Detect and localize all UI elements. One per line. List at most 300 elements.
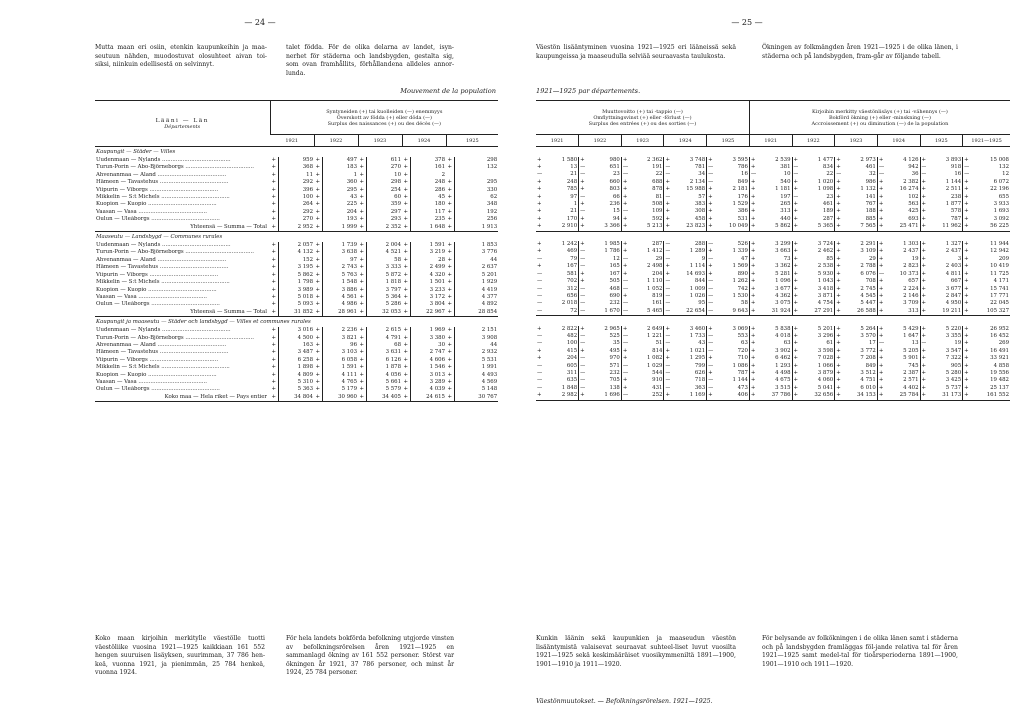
value-cell: 197 [780,193,791,200]
value-cell: 767 [865,200,876,207]
sign-cell: + [315,186,321,193]
value-cell: 6 258 [278,357,314,364]
sign-cell: + [750,384,756,391]
sign-cell: + [665,223,670,230]
sign-cell: + [537,263,542,270]
value-cell: 5 429 [903,325,919,332]
sign-cell: + [793,362,799,369]
value-cell: 3 804 [410,301,446,308]
value-cell: 4 986 [322,301,358,308]
value-cell: 1 798 [278,279,314,286]
sign-cell: + [537,215,542,222]
value-cell: 60 [366,194,402,201]
value-cell: 3 233 [410,287,446,294]
sign-cell: — [580,171,586,178]
table-row [536,333,1010,340]
value-cell: 440 [780,215,791,222]
sign-cell: + [271,256,277,263]
sign-cell: + [359,208,365,215]
table-row [536,216,1010,223]
value-cell: 292 [278,179,314,186]
value-cell: 1 548 [322,279,358,286]
sign-cell: + [964,241,969,248]
sign-cell: + [793,355,799,362]
value-cell: 578 [950,208,962,215]
value-cell: 415 [566,347,578,354]
value-cell: 657 [908,278,919,285]
value-cell: 4 791 [366,335,402,342]
value-cell: 36 [911,171,919,178]
value-cell: 690 [609,292,620,299]
sign-cell: + [878,370,884,377]
value-cell: 295 [322,187,358,194]
sign-cell: + [708,370,713,377]
value-cell: 4 362 [775,292,791,299]
value-cell: 970 [609,355,620,362]
value-cell: 22 045 [990,300,1009,307]
sign-cell: — [622,285,628,292]
sign-cell: — [580,377,586,384]
sign-cell: + [921,193,927,200]
value-cell: 2 004 [366,242,402,249]
sign-cell: + [315,301,321,308]
sign-cell: + [836,248,841,255]
sign-cell: + [793,186,799,193]
table-row [536,201,1010,208]
value-cell: 2 788 [860,263,876,270]
value-cell: 15 [612,208,620,215]
sign-cell: — [622,362,628,369]
value-cell: 4 039 [410,386,446,393]
sign-cell: — [622,300,628,307]
sign-cell: + [878,208,884,215]
sign-cell: — [580,285,586,292]
sign-cell: + [580,223,585,230]
sign-cell: + [403,356,409,363]
value-cell: 23 [826,193,834,200]
sign-cell: + [964,377,969,384]
value-cell: 844 [694,278,706,285]
value-cell: 720 [737,347,748,354]
sign-cell: + [271,223,277,230]
sign-cell: + [878,255,884,262]
sign-cell: + [622,270,628,277]
sign-cell: — [537,307,543,314]
sign-cell: + [315,164,321,171]
sign-cell: + [403,308,409,315]
value-cell: 270 [366,164,402,171]
sign-cell: + [964,178,969,185]
table-row [95,349,498,356]
value-cell: 19 482 [990,377,1009,384]
region-name: Yhteensä — Summa — Total [95,224,270,232]
sign-cell: + [964,292,969,299]
sign-cell: + [315,386,321,393]
value-cell: 34 804 [278,394,314,402]
value-cell: 986 [865,178,876,185]
value-cell: 2 437 [945,248,962,255]
sign-cell: + [750,377,756,384]
value-cell: 3 195 [278,264,314,271]
value-cell: 2 823 [903,263,919,270]
value-cell: 497 [322,157,358,164]
value-cell: 2 134 [689,178,706,185]
value-cell: 406 [713,392,749,400]
sign-cell: — [708,347,714,354]
value-cell: 348 [454,201,498,208]
sign-cell: + [964,355,969,362]
region-header: Lääni — Län Départements [95,101,270,147]
sign-cell: + [315,393,321,400]
value-cell: 7 322 [945,355,962,362]
value-cell: 15 741 [990,285,1009,292]
sign-cell: + [315,327,321,334]
value-cell: 313 [780,208,791,215]
sign-cell: + [921,392,927,399]
year-header-1922: 1922 [314,135,358,147]
sign-cell: + [447,208,453,215]
sign-cell: + [315,201,321,208]
value-cell: 553 [737,333,748,340]
sign-cell: + [447,264,453,271]
sign-cell: + [665,156,670,163]
sign-cell: + [271,378,277,385]
sign-cell: — [708,384,714,391]
region-name: Viipurin — Viborgs ........................................ [96,271,219,278]
sign-cell: + [315,271,321,278]
value-cell: 34 405 [366,394,402,402]
value-cell: 1 786 [604,248,620,255]
sign-cell: + [622,377,628,384]
sign-cell: + [271,186,277,193]
value-cell: 298 [454,157,498,164]
sign-cell: + [403,301,409,308]
value-cell: 849 [737,178,748,185]
table-row [536,186,1010,193]
sign-cell: + [537,241,542,248]
value-cell: 270 [278,216,314,223]
value-cell: 718 [694,377,706,384]
sign-cell: — [580,307,586,314]
value-cell: 100 [278,194,314,201]
region-name: Mikkelin — S:t Michels ........................................ [96,364,230,371]
sign-cell: + [359,164,365,171]
value-cell: 3 677 [775,285,791,292]
value-cell: 298 [366,179,402,186]
sign-cell: + [447,341,453,348]
value-cell: 381 [780,163,791,170]
sign-cell: — [580,340,586,347]
sign-cell: + [271,308,277,315]
value-cell: 3 879 [817,370,834,377]
value-cell: 132 [454,164,498,171]
sign-cell: + [315,157,321,163]
value-cell: 3 638 [322,249,358,256]
intro-text-swedish: talet födda. För de olika delarna av landet, isyn-nerhet för städerna och landsbygden, gestalta sig, som ovan framhållits, förhållandena alldeles annor-lunda. [286,44,454,77]
value-cell: 66 [612,193,620,200]
value-cell: 61 [826,340,834,347]
value-cell: 611 [366,157,402,164]
value-cell: 9 643 [713,308,749,316]
region-name: Turun-Porin — Åbo-Björneborgs ........................................ [96,249,254,256]
value-cell: 58 [741,300,748,307]
sign-cell: — [622,340,628,347]
sign-cell: + [964,193,969,200]
section-spacer [536,316,1010,326]
table-row [536,194,1010,201]
value-cell: 311 [566,370,578,377]
sign-cell: + [622,292,628,299]
value-cell: 4 377 [454,294,498,301]
region-name: Viipurin — Viborgs ........................................ [96,186,219,193]
sign-cell: + [359,371,365,378]
value-cell: 2 291 [860,241,876,248]
year-header-1923: 1923 [358,135,402,147]
value-cell: 3 [957,255,962,262]
sign-cell: + [447,386,453,393]
sign-cell: + [878,186,884,193]
sign-cell: + [403,256,409,263]
sign-cell: + [271,386,277,393]
sign-cell: + [836,370,841,377]
value-cell: 30 960 [322,394,358,402]
table-row [95,264,498,271]
value-cell: 2 362 [647,156,663,163]
sign-cell: + [622,263,628,270]
sign-cell: + [750,392,756,399]
value-cell: 10 [783,171,791,178]
sign-cell: + [271,171,277,178]
sign-cell: + [447,393,453,400]
page-number-left: — 24 — [244,18,276,27]
value-cell: 688 [652,178,663,185]
sign-cell: + [359,201,365,208]
sign-cell: — [964,163,970,170]
sign-cell: + [836,292,841,299]
value-cell: 2 437 [903,248,919,255]
value-cell: 5 201 [454,272,498,279]
sign-cell: + [793,285,799,292]
value-cell: 4 675 [775,377,791,384]
value-cell: 6 058 [322,357,358,364]
sign-cell: + [921,241,927,248]
sign-cell: — [793,193,799,200]
value-cell: 655 [998,193,1009,200]
value-cell: 17 771 [990,292,1009,299]
sign-cell: + [315,341,321,348]
sign-cell: + [271,293,277,300]
sign-cell: + [315,356,321,363]
value-cell: 1 029 [647,362,663,369]
value-cell: 232 [609,300,620,307]
value-cell: 1 733 [689,333,706,340]
value-cell: 3 219 [410,249,446,256]
value-cell: 102 [908,193,919,200]
sign-cell: + [793,263,799,270]
table-caption-right: 1921—1925 par départements. [536,87,641,95]
sign-cell: — [878,270,884,277]
value-cell: 1 289 [689,248,706,255]
value-cell: 204 [566,355,578,362]
value-cell: 2 224 [903,285,919,292]
value-cell: 5 281 [775,270,791,277]
sign-cell: — [836,171,842,178]
sign-cell: + [750,347,756,354]
sign-cell: + [878,325,884,332]
value-cell: 1 [573,200,578,207]
value-cell: 292 [278,209,314,216]
value-cell: 635 [566,377,578,384]
sign-cell: — [921,340,927,347]
value-cell: 29 [869,255,876,262]
sign-cell: + [708,263,713,270]
value-cell: 3 380 [410,335,446,342]
sign-cell: — [708,292,714,299]
sign-cell: + [315,264,321,271]
sign-cell: + [921,355,927,362]
sign-cell: — [665,171,671,178]
value-cell: 15 008 [990,156,1009,163]
value-cell: 3 092 [993,215,1009,222]
sign-cell: + [750,163,756,170]
sign-cell: + [447,179,453,186]
sign-cell: + [836,200,841,207]
value-cell: 31 852 [278,309,314,317]
sign-cell: + [359,223,365,230]
sign-cell: + [271,157,277,163]
sign-cell: + [793,325,799,332]
value-cell: 6 010 [860,384,876,391]
sign-cell: + [271,242,277,249]
sign-cell: + [836,325,841,332]
summary-text-swedish: För hela landets bokförda befolkning utgjorde vinsten av befolkningsrörelsen åren 1921—1925 en sammanlagd ökning av 161 552 personer. Störst var ökningen år 1921, 37 786 personer, och minst år 1924, 25 784 personer. [286,635,454,677]
value-cell: 25 784 [884,392,920,400]
sign-cell: + [580,215,585,222]
value-cell: 256 [454,216,498,223]
table-row [95,257,498,264]
value-cell: 1 670 [585,308,621,316]
value-cell: 287 [652,241,663,248]
sign-cell: + [836,333,841,340]
sign-cell: + [537,156,542,163]
sign-cell: + [271,201,277,208]
table-row [536,326,1010,333]
value-cell: 3 631 [366,349,402,356]
value-cell: 1 647 [903,333,919,340]
value-cell: 21 [570,171,578,178]
value-cell: 32 656 [798,392,834,400]
value-cell: 1 [322,172,358,179]
sign-cell: + [750,186,756,193]
value-cell: 2 146 [903,292,919,299]
growth-year-header: 1921 [749,135,792,147]
value-cell: 4 561 [322,294,358,301]
value-cell: 3 772 [860,347,876,354]
sign-cell: + [964,255,969,262]
value-cell: 2 403 [945,263,962,270]
region-name: Vaasan — Vasa ........................................ [96,378,207,385]
sign-cell: + [315,171,321,178]
sign-cell: — [580,355,586,362]
growth-year-header: 1923 [835,135,878,147]
value-cell: 5 838 [775,325,791,332]
sign-cell: + [964,208,969,215]
sign-cell: + [793,270,799,277]
sign-cell: + [447,364,453,371]
value-cell: 3 366 [585,223,621,231]
value-cell: 269 [998,340,1009,347]
value-cell: 5 093 [278,301,314,308]
sign-cell: + [447,186,453,193]
sign-cell: — [878,171,884,178]
sign-cell: + [836,186,841,193]
value-cell: 1 739 [322,242,358,249]
sign-cell: + [836,278,841,285]
value-cell: 905 [950,362,962,369]
sign-cell: + [403,201,409,208]
value-cell: 803 [609,186,620,193]
sign-cell: + [878,285,884,292]
value-cell: 22 [655,171,663,178]
value-cell: 85 [826,255,834,262]
sign-cell: + [447,164,453,171]
value-cell: 12 [612,255,620,262]
value-cell: 22 196 [990,186,1009,193]
value-cell: 312 [566,285,578,292]
value-cell: 5 264 [860,325,876,332]
sign-cell: + [793,300,799,307]
surplus-group-header: Syntyneiden (+) tai kuolleiden (—) enemmyys Överskott av födda (+) eller döda (—) Surplus des naissances (+) ou des décès (—) [270,101,498,135]
page-number-right: — 25 — [731,18,763,27]
sign-cell: + [878,223,884,230]
value-cell: 3 908 [454,335,498,342]
value-cell: 5 220 [945,325,962,332]
value-cell: 2 649 [647,325,663,332]
sign-cell: + [878,347,884,354]
value-cell: 287 [822,215,834,222]
sign-cell: + [878,300,884,307]
section-spacer [536,147,1010,157]
sign-cell: + [878,263,884,270]
value-cell: 4 765 [322,379,358,386]
sign-cell: + [622,178,628,185]
sign-cell: + [580,325,585,332]
table-row [95,172,498,179]
sign-cell: + [793,248,799,255]
value-cell: 141 [865,193,876,200]
value-cell: 4 892 [454,301,498,308]
region-name: Uudenmaan — Nylands ........................................ [96,242,231,249]
value-cell: 4 060 [817,377,834,384]
value-cell: 5 872 [366,272,402,279]
region-name: Hämeen — Tavastehus ........................................ [96,349,229,356]
sign-cell: + [537,392,542,399]
sign-cell: + [750,178,756,185]
value-cell: 4 126 [903,156,919,163]
value-cell: 2 747 [410,349,446,356]
sign-cell: — [921,171,927,178]
value-cell: 1 066 [817,362,834,369]
value-cell: 1 144 [732,377,748,384]
value-cell: 2 932 [454,349,498,356]
sign-cell: + [537,186,542,193]
value-cell: 28 961 [322,309,358,317]
value-cell: 43 [322,194,358,201]
sign-cell: + [750,255,756,262]
table-row [536,241,1010,248]
value-cell: 605 [566,362,578,369]
migration-year-header: 1923 [621,135,664,147]
